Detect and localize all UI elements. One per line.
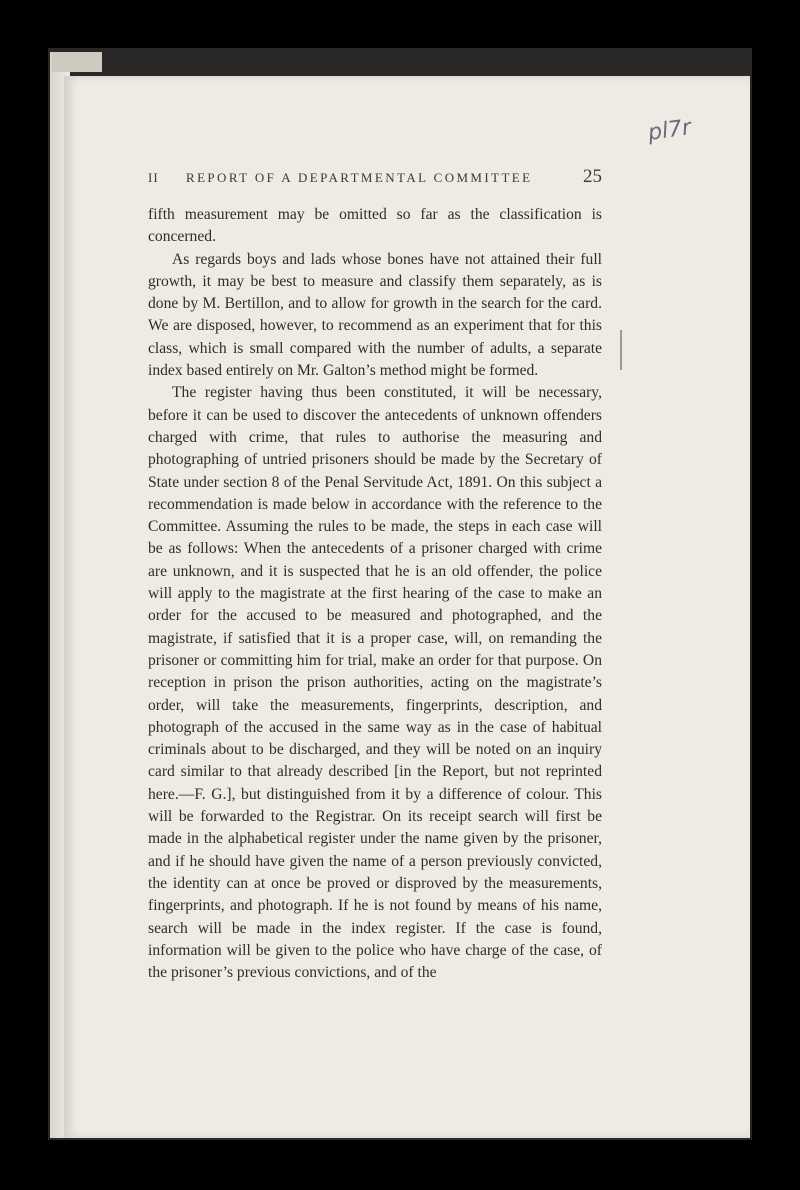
body-text: [148, 204, 602, 984]
margin-line: [620, 330, 626, 370]
paragraph: fifth measurement may be omitted so far as the classification is concerned.: [148, 206, 602, 246]
page-number: 25: [583, 166, 602, 187]
running-head-title: REPORT OF A DEPARTMENTAL COMMITTEE: [186, 170, 533, 185]
paper-strip: [52, 52, 102, 72]
pencil-annotation: pl7r: [646, 115, 693, 146]
paragraph: As regards boys and lads whose bones have not attained their full growth, it may be best to measure and classify them separately, as is done by M. Bertillon, and to allow for growth in the search for the card. We are disposed, however, to recommend as an experiment that for this class, which is small compared with the number of adults, a separate index based entirely on Mr. Galton’s method might be formed.: [148, 250, 602, 380]
paragraph: The register having thus been constituted, it will be necessary, before it can be used to discover the antecedents of unknown offenders charged with crime, that rules to authorise the measuring and photographing of untried prisoners should be made by the Secretary of State under section 8 of the Penal Servitude Act, 1891. On this subject a recommendation is made below in accordance with the reference to the Committee. Assuming the rules to be made, the steps in each case will be as follows: When the antecedents of a prisoner charged with crime are unknown, and it is suspected that he is an old offender, the police will apply to the magistrate at the first hearing of the case to make an order for the accused to be measured and photographed, and the magistrate, if satisfied that it is a proper case, will, on remanding the prisoner or committing him for trial, make an order for that purpose. On reception in prison the prison authorities, acting on the magistrate’s order, will take the measurements, fingerprints, description, and photograph of the accused in the same way as in the case of habitual criminals about to be discharged, and they will be noted on an inquiry card similar to that already described [in the Report, but not reprinted here.—F. G.], but distinguished from it by a difference of colour. This will be forwarded to the Registrar. On its receipt search will first be made in the alphabetical register under the name given by the prisoner, and if he should have given the name of a person previously convicted, the identity can at once be proved or disproved by the measurements, fingerprints, and photograph. If he is not found by means of his name, search will be made in the index register. If the case is found, information will be given to the police who have charge of the case, of the prisoner’s previous convictions, and of the: [148, 384, 602, 982]
running-head: [148, 166, 602, 190]
section-number: II: [148, 170, 159, 185]
